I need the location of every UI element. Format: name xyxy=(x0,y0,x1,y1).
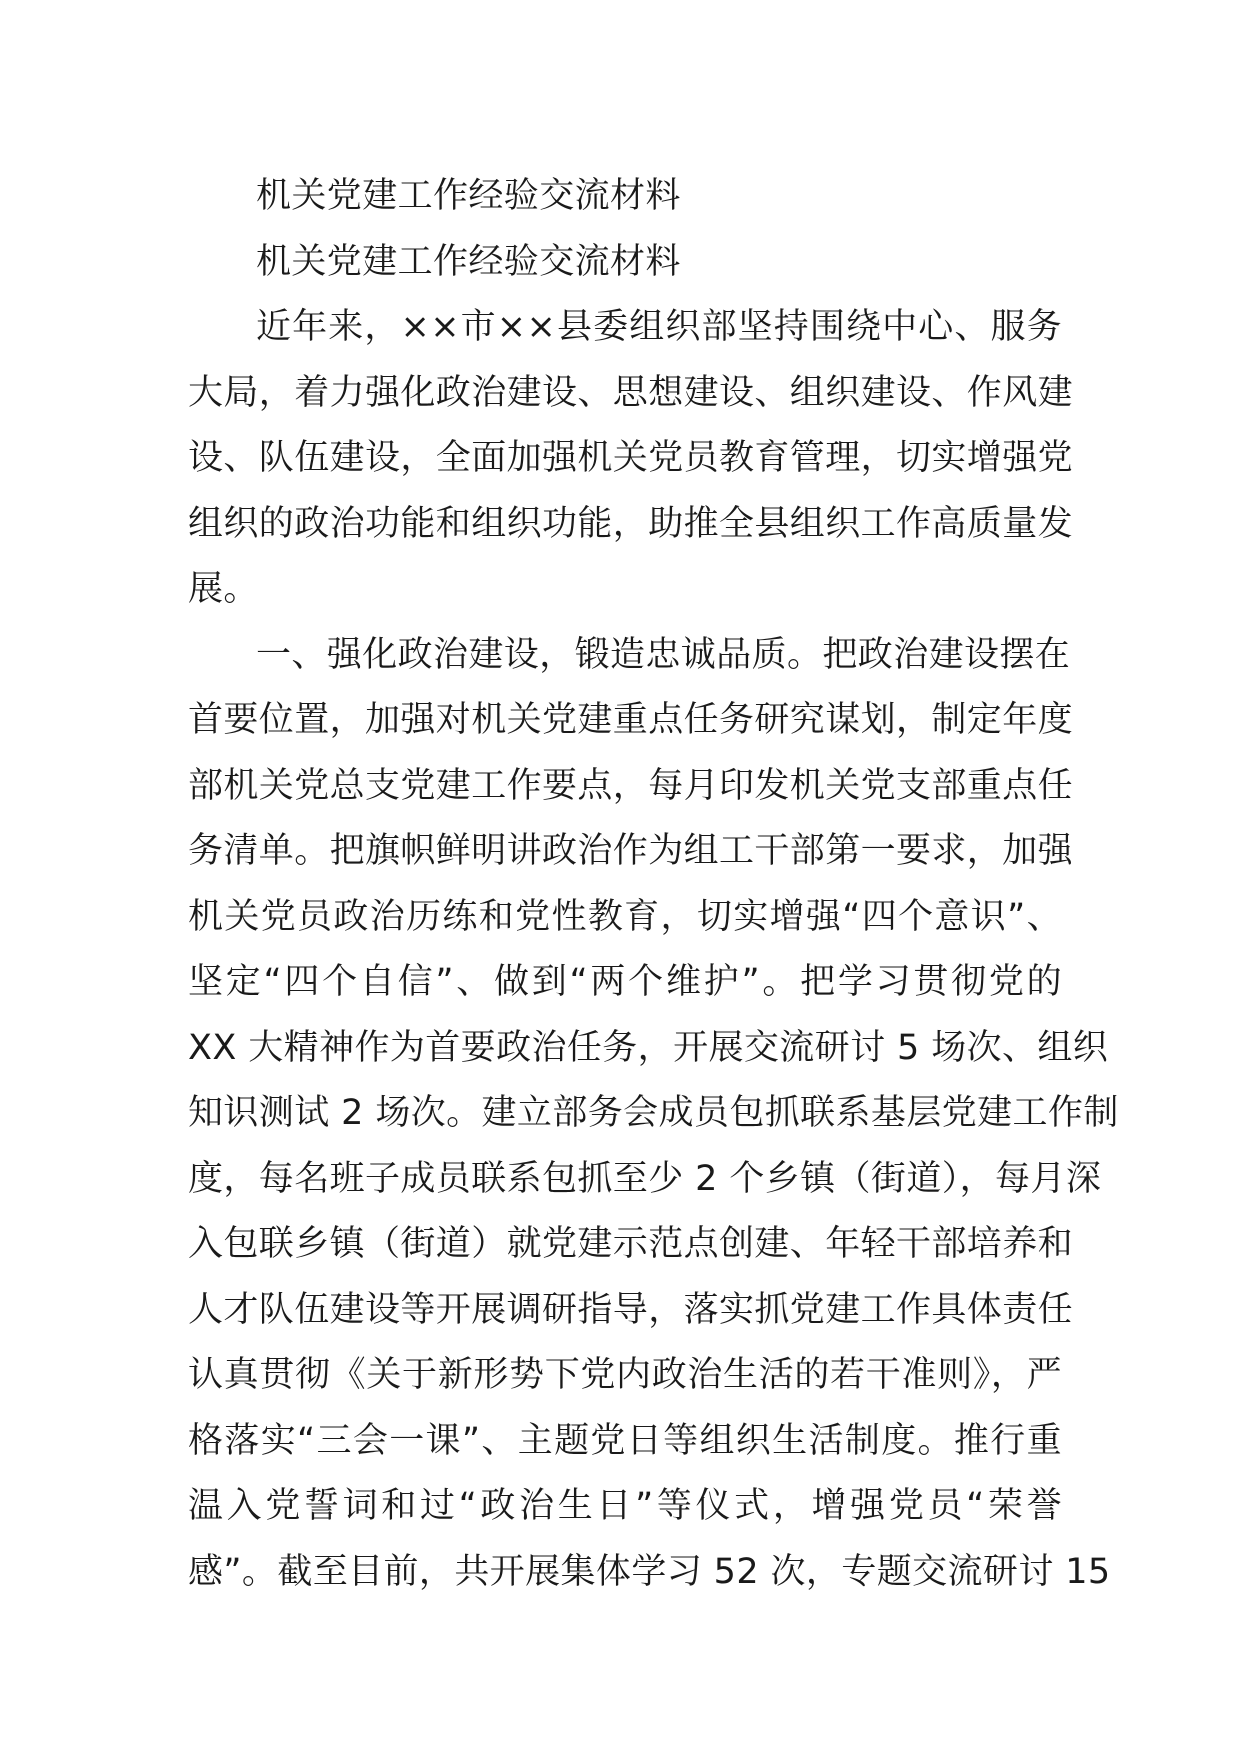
paragraph-line: 首要位置，加强对机关党建重点任务研究谋划，制定年度 xyxy=(188,700,1074,740)
paragraph-line: 知识测试 2 场次。建立部务会成员包抓联系基层党建工作制 xyxy=(188,1093,1119,1133)
paragraph-line: 部机关党总支党建工作要点，每月印发机关党支部重点任 xyxy=(188,765,1074,806)
paragraph-line: 大局，着力强化政治建设、思想建设、组织建设、作风建 xyxy=(188,372,1074,413)
paragraph-line: 认真贯彻《关于新形势下党内政治生活的若干准则》，严 xyxy=(188,1355,1062,1395)
paragraph-line: 机关党员政治历练和党性教育，切实增强“四个意识”、 xyxy=(188,896,1062,937)
paragraph-line: 一、强化政治建设，锻造忠诚品质。把政治建设摆在 xyxy=(256,634,1071,675)
paragraph-line: 入包联乡镇（街道）就党建示范点创建、年轻干部培养和 xyxy=(188,1224,1074,1264)
paragraph-line: 人才队伍建设等开展调研指导，落实抓党建工作具体责任 xyxy=(188,1289,1074,1330)
paragraph-intro xyxy=(188,295,1074,623)
paragraph-line: XX 大精神作为首要政治任务，开展交流研讨 5 场次、组织 xyxy=(188,1027,1109,1068)
paragraph-line: 组织的政治功能和组织功能，助推全县组织工作高质量发 xyxy=(188,503,1074,544)
paragraph-line: 格落实“三会一课”、主题党日等组织生活制度。推行重 xyxy=(188,1420,1062,1461)
paragraph-line: 坚定“四个自信”、做到“两个维护”。把学习贯彻党的 xyxy=(188,962,1062,1002)
paragraph-line: 展。 xyxy=(188,569,259,609)
document-body xyxy=(188,164,1119,1605)
paragraph-line: 务清单。把旗帜鲜明讲政治作为组工干部第一要求，加强 xyxy=(188,831,1074,871)
document-title: 机关党建工作经验交流材料 xyxy=(256,176,681,216)
paragraph-line: 近年来，××市××县委组织部坚持围绕中心、服务 xyxy=(256,307,1062,347)
paragraph-line: 温入党誓词和过“政治生日”等仪式，增强党员“荣誉 xyxy=(188,1486,1062,1526)
paragraph-political-construction xyxy=(188,623,1119,1606)
paragraph-line: 度，每名班子成员联系包抓至少 2 个乡镇（街道），每月深 xyxy=(188,1158,1102,1199)
paragraph-line: 感”。截至目前，共开展集体学习 52 次，专题交流研讨 15 xyxy=(188,1551,1111,1592)
paragraph-line: 设、队伍建设，全面加强机关党员教育管理，切实增强党 xyxy=(188,438,1074,478)
document-subtitle: 机关党建工作经验交流材料 xyxy=(256,241,681,282)
